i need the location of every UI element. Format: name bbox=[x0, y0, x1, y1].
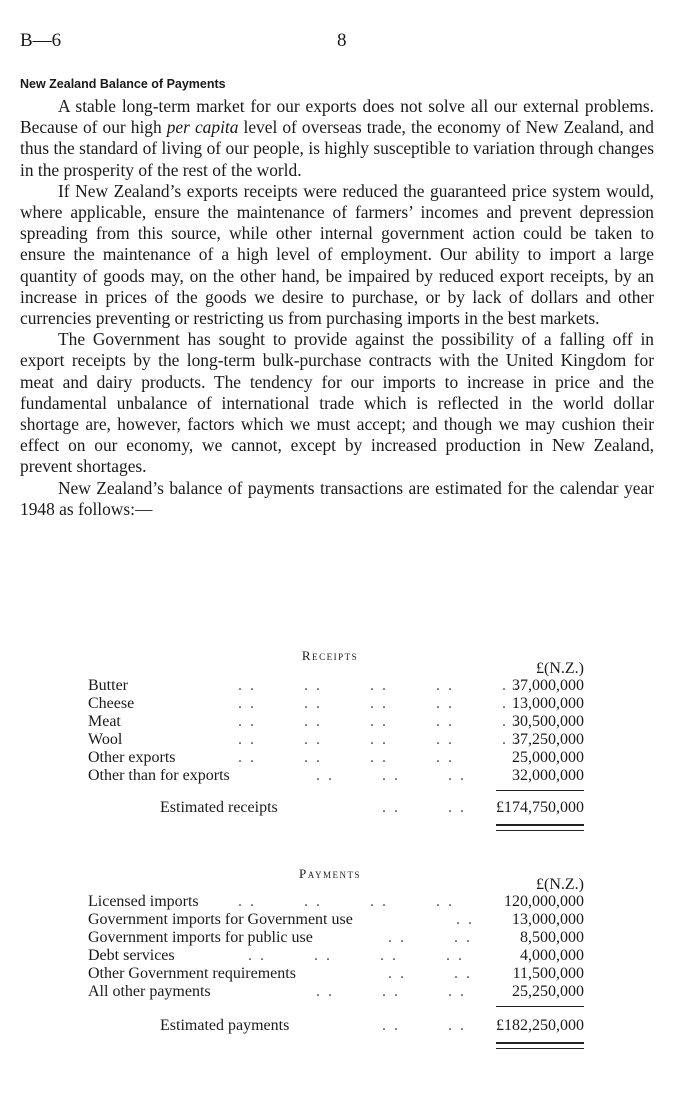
paragraph-text: A stable long-term market for our exports does not solve all our external problems. Because of our high bbox=[20, 96, 654, 138]
row-amount: 37,250,000 bbox=[512, 731, 584, 748]
row-label: Government imports for Government use bbox=[88, 911, 353, 928]
table-row bbox=[88, 713, 584, 731]
row-label: Other Government requirements bbox=[88, 965, 296, 982]
leader-dots: . . . . . . . . . . bbox=[238, 677, 520, 694]
table-row bbox=[88, 767, 584, 785]
row-label: Debt services bbox=[88, 947, 175, 964]
row-label: Other exports bbox=[88, 749, 176, 766]
receipts-heading: Receipts bbox=[301, 648, 359, 663]
table-row bbox=[88, 929, 584, 947]
table-row bbox=[88, 983, 584, 1001]
payments-currency: £(N.Z.) bbox=[536, 876, 584, 893]
total-amount: £174,750,000 bbox=[496, 799, 584, 816]
italic-phrase: per capita bbox=[166, 117, 239, 138]
table-row bbox=[88, 947, 584, 965]
row-amount: 120,000,000 bbox=[504, 893, 584, 910]
row-amount: 30,500,000 bbox=[512, 713, 584, 730]
row-label: Other than for exports bbox=[88, 767, 230, 784]
payments-total-row bbox=[160, 1016, 584, 1036]
page-header bbox=[20, 30, 680, 54]
leader-dots: . . . . . . . . bbox=[238, 749, 454, 766]
row-amount: 25,250,000 bbox=[512, 983, 584, 1000]
total-double-rule bbox=[496, 1042, 584, 1049]
total-double-rule bbox=[496, 824, 584, 831]
row-label: Licensed imports bbox=[88, 893, 199, 910]
row-amount: 11,500,000 bbox=[512, 965, 584, 982]
leader-dots: . . . . bbox=[382, 799, 466, 816]
row-amount: 32,000,000 bbox=[512, 767, 584, 784]
leader-dots: . . . . . . . . bbox=[238, 893, 454, 910]
row-amount: 13,000,000 bbox=[512, 695, 584, 712]
page-number: 8 bbox=[337, 30, 347, 51]
leader-dots: . . . . . . . . . . bbox=[238, 695, 520, 712]
leader-dots: . . . . bbox=[388, 929, 472, 946]
paragraph-text: level of overseas trade, the economy of New Zealand, and thus the standard of living of our people, is highly susceptible to variation through changes in the prosperity of the rest of the world. bbox=[20, 117, 654, 180]
row-amount: 25,000,000 bbox=[512, 749, 584, 766]
leader-dots: . . . . bbox=[382, 1017, 466, 1034]
total-amount: £182,250,000 bbox=[496, 1017, 584, 1034]
table-row bbox=[88, 749, 584, 767]
leader-dots: . . bbox=[456, 911, 474, 928]
leader-dots: . . . . . . bbox=[316, 983, 466, 1000]
table-row bbox=[88, 695, 584, 713]
row-amount: 4,000,000 bbox=[520, 947, 584, 964]
total-label: Estimated receipts bbox=[160, 799, 278, 816]
subtotal-rule bbox=[496, 790, 584, 791]
table-row bbox=[88, 677, 584, 695]
leader-dots: . . . . . . . . . . bbox=[238, 731, 520, 748]
paragraph-3: The Government has sought to provide against the possibility of a falling off in export receipts by the long-term bulk-purchase contracts with the United Kingdom for meat and dairy products. The tendency for our imports to increase in price and the fundamental unbalance of international trade which is reflected in the world dollar shortage are, however, factors which we must accept; and though we may cushion their effect on our economy, we cannot, except by increased production in New Zealand, prevent shortages. bbox=[20, 329, 654, 477]
paragraph-4: New Zealand’s balance of payments transactions are estimated for the calendar year 1948 as follows:— bbox=[20, 477, 654, 519]
paragraph-1 bbox=[20, 96, 654, 181]
row-amount: 13,000,000 bbox=[512, 911, 584, 928]
row-label: Butter bbox=[88, 677, 128, 694]
row-label: All other payments bbox=[88, 983, 211, 1000]
receipts-total-row bbox=[160, 798, 584, 818]
table-row bbox=[88, 911, 584, 929]
row-label: Meat bbox=[88, 713, 121, 730]
row-label: Cheese bbox=[88, 695, 135, 712]
payments-heading: Payments bbox=[299, 866, 361, 881]
row-label: Wool bbox=[88, 731, 123, 748]
leader-dots: . . . . . . bbox=[316, 767, 466, 784]
section-title: New Zealand Balance of Payments bbox=[20, 77, 226, 91]
receipts-currency: £(N.Z.) bbox=[536, 660, 584, 677]
table-row bbox=[88, 731, 584, 749]
subtotal-rule bbox=[496, 1006, 584, 1007]
page-id: B—6 bbox=[20, 30, 62, 51]
row-amount: 37,000,000 bbox=[512, 677, 584, 694]
leader-dots: . . . . . . . . . . bbox=[238, 713, 520, 730]
total-label: Estimated payments bbox=[160, 1017, 290, 1034]
table-row bbox=[88, 893, 584, 911]
leader-dots: . . . . bbox=[388, 965, 472, 982]
table-row bbox=[88, 965, 584, 983]
paragraph-2: If New Zealand’s exports receipts were reduced the guaranteed price system would, where applicable, ensure the maintenance of farmers’ incomes and prevent depression spreading from this source, while other internal government action could be taken to ensure the maintenance of a high level of employment. Our ability to import a large quantity of goods may, on the other hand, be impaired by reduced export receipts, by an increase in prices of the goods we desire to purchase, or by lack of dollars and other currencies preventing or restricting us from purchasing imports in the best markets. bbox=[20, 180, 654, 329]
row-amount: 8,500,000 bbox=[520, 929, 584, 946]
leader-dots: . . . . . . . . bbox=[248, 947, 464, 964]
body-text bbox=[20, 96, 654, 520]
row-label: Government imports for public use bbox=[88, 929, 313, 946]
